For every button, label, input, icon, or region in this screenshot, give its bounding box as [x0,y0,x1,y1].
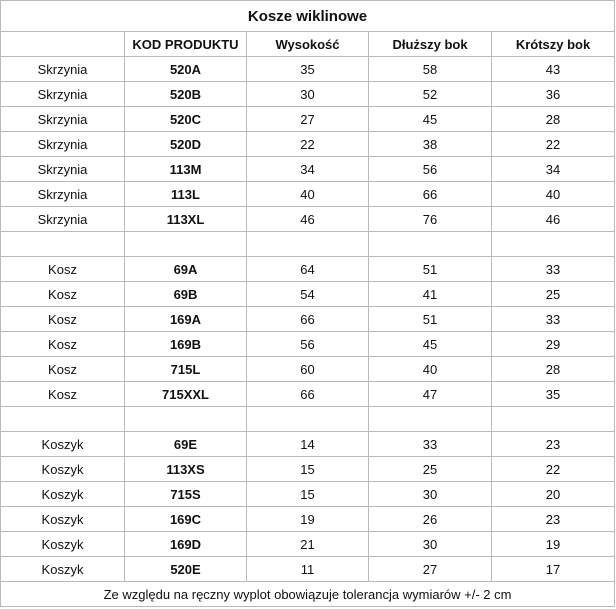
cell-short-side: 40 [492,182,615,207]
cell-short-side: 23 [492,432,615,457]
cell-long-side: 56 [369,157,492,182]
table-row [1,282,615,307]
cell-code [125,407,247,432]
cell-code: 715XXL [125,382,247,407]
cell-code: 169C [125,507,247,532]
cell-type: Skrzynia [1,57,125,82]
cell-code: 113XS [125,457,247,482]
cell-height: 14 [247,432,369,457]
cell-long-side: 52 [369,82,492,107]
title-row [1,1,615,32]
cell-type: Koszyk [1,432,125,457]
cell-short-side: 17 [492,557,615,582]
table-row [1,132,615,157]
cell-type: Skrzynia [1,132,125,157]
cell-code: 715S [125,482,247,507]
cell-type: Koszyk [1,457,125,482]
cell-long-side: 45 [369,107,492,132]
table-row [1,407,615,432]
table-row [1,332,615,357]
cell-height: 66 [247,382,369,407]
cell-height: 27 [247,107,369,132]
cell-long-side: 76 [369,207,492,232]
cell-long-side: 47 [369,382,492,407]
header-cell-code: KOD PRODUKTU [125,32,247,57]
table-title: Kosze wiklinowe [1,1,615,32]
cell-long-side: 41 [369,282,492,307]
cell-height: 30 [247,82,369,107]
cell-type: Kosz [1,282,125,307]
cell-height: 46 [247,207,369,232]
cell-code: 113M [125,157,247,182]
table-row [1,182,615,207]
cell-short-side: 22 [492,132,615,157]
cell-short-side: 22 [492,457,615,482]
table-row [1,82,615,107]
tolerance-note: Ze względu na ręczny wyplot obowiązuje tolerancja wymiarów +/- 2 cm [1,582,615,607]
cell-short-side: 23 [492,507,615,532]
cell-long-side: 51 [369,257,492,282]
cell-code: 169D [125,532,247,557]
header-cell-type [1,32,125,57]
cell-code: 169A [125,307,247,332]
cell-code: 169B [125,332,247,357]
cell-code [125,232,247,257]
cell-code: 69A [125,257,247,282]
header-cell-long-side: Dłuższy bok [369,32,492,57]
cell-type: Koszyk [1,532,125,557]
cell-type: Kosz [1,382,125,407]
cell-type: Kosz [1,332,125,357]
header-row [1,32,615,57]
cell-long-side [369,407,492,432]
cell-short-side: 43 [492,57,615,82]
footer-row [1,582,615,607]
header-cell-height: Wysokość [247,32,369,57]
cell-long-side: 30 [369,532,492,557]
cell-long-side [369,232,492,257]
cell-type [1,232,125,257]
cell-type: Skrzynia [1,82,125,107]
cell-code: 113L [125,182,247,207]
cell-long-side: 66 [369,182,492,207]
cell-short-side: 29 [492,332,615,357]
cell-height: 21 [247,532,369,557]
cell-code: 715L [125,357,247,382]
cell-height: 60 [247,357,369,382]
cell-long-side: 30 [369,482,492,507]
cell-type: Kosz [1,307,125,332]
cell-long-side: 58 [369,57,492,82]
cell-height: 15 [247,482,369,507]
cell-long-side: 40 [369,357,492,382]
table-row [1,107,615,132]
table-row [1,207,615,232]
cell-code: 69B [125,282,247,307]
table-row [1,307,615,332]
cell-long-side: 27 [369,557,492,582]
table-row [1,457,615,482]
cell-short-side: 28 [492,357,615,382]
table-row [1,357,615,382]
cell-type: Skrzynia [1,207,125,232]
cell-height: 15 [247,457,369,482]
cell-short-side: 34 [492,157,615,182]
cell-height: 35 [247,57,369,82]
cell-short-side: 36 [492,82,615,107]
cell-type: Skrzynia [1,157,125,182]
cell-long-side: 45 [369,332,492,357]
cell-short-side: 20 [492,482,615,507]
cell-code: 69E [125,432,247,457]
table-row [1,57,615,82]
cell-short-side: 33 [492,307,615,332]
table-row [1,257,615,282]
cell-height [247,232,369,257]
cell-long-side: 51 [369,307,492,332]
cell-short-side: 33 [492,257,615,282]
cell-height: 40 [247,182,369,207]
cell-code: 113XL [125,207,247,232]
table-row [1,557,615,582]
cell-height: 66 [247,307,369,332]
cell-height: 34 [247,157,369,182]
cell-long-side: 33 [369,432,492,457]
cell-code: 520A [125,57,247,82]
cell-type: Kosz [1,357,125,382]
cell-long-side: 26 [369,507,492,532]
cell-short-side: 25 [492,282,615,307]
cell-height: 19 [247,507,369,532]
cell-long-side: 25 [369,457,492,482]
cell-short-side [492,232,615,257]
cell-code: 520C [125,107,247,132]
cell-code: 520D [125,132,247,157]
cell-code: 520B [125,82,247,107]
cell-long-side: 38 [369,132,492,157]
cell-short-side [492,407,615,432]
table-row [1,482,615,507]
table-row [1,507,615,532]
table-row [1,382,615,407]
table-row [1,157,615,182]
cell-height: 64 [247,257,369,282]
cell-short-side: 35 [492,382,615,407]
table-row [1,432,615,457]
table-row [1,532,615,557]
cell-type [1,407,125,432]
cell-short-side: 28 [492,107,615,132]
cell-code: 520E [125,557,247,582]
header-cell-short-side: Krótszy bok [492,32,615,57]
cell-type: Koszyk [1,507,125,532]
cell-height: 54 [247,282,369,307]
table-row [1,232,615,257]
cell-type: Koszyk [1,557,125,582]
cell-type: Kosz [1,257,125,282]
cell-height [247,407,369,432]
cell-height: 22 [247,132,369,157]
cell-type: Skrzynia [1,182,125,207]
cell-type: Skrzynia [1,107,125,132]
cell-height: 11 [247,557,369,582]
cell-short-side: 19 [492,532,615,557]
cell-short-side: 46 [492,207,615,232]
cell-height: 56 [247,332,369,357]
cell-type: Koszyk [1,482,125,507]
